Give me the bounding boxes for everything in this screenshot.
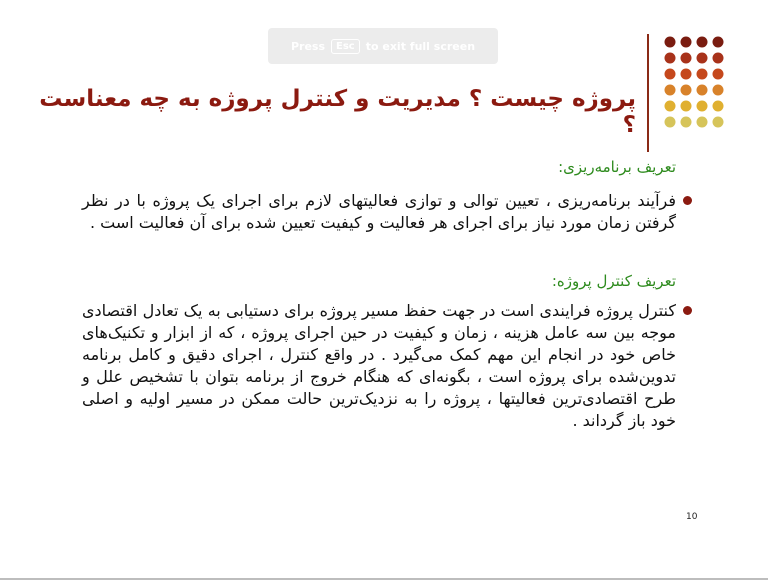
title-divider-line — [647, 34, 649, 152]
bullet-planning — [683, 196, 692, 205]
decorative-dot — [681, 101, 692, 112]
slide-title: پروژه چیست ؟ مدیریت و کنترل پروژه به چه معناست ؟ — [39, 86, 636, 138]
decorative-dot — [681, 53, 692, 64]
decorative-dot — [681, 37, 692, 48]
decorative-dot — [713, 101, 724, 112]
fullscreen-hint — [268, 28, 498, 64]
decorative-dot — [665, 117, 676, 128]
heading-control: تعریف کنترل پروژه: — [551, 272, 676, 290]
decorative-dot — [697, 69, 708, 80]
fullscreen-hint-rest: to exit full screen — [365, 39, 476, 53]
control-paragraph: کنترل پروژه فرایندی است در جهت حفظ مسیر پروژه برای دستیابی به یک تعادل اقتصادی موجه بین سه عامل هزینه ، زمان و کیفیت در حین اجرای پروژه ، که از ابزار و تکنیک‌های خاص خود در انجام این مهم کمک می‌گیرد . در واقع کنترل ، اجرای دقیق و کامل برنامه تدوین‌شده برای پروژه است ، بگونه‌ای که هنگام خروج از برنامه بتوان با تشخیص علل و طرح اقتصادی‌ترین فعالیتها ، پروژه را به نزدیک‌ترین حالت ممکن در مسیر اولیه و اصلی خود باز گرداند . — [82, 301, 676, 430]
decorative-dot — [681, 69, 692, 80]
decorative-dot — [665, 53, 676, 64]
decorative-dot — [697, 85, 708, 96]
decorative-dot — [665, 101, 676, 112]
fullscreen-hint-press: Press — [290, 39, 326, 53]
decorative-dot — [681, 85, 692, 96]
bottom-rule — [0, 578, 768, 580]
page-number: 10 — [686, 512, 698, 522]
decorative-dot — [665, 69, 676, 80]
bullet-control — [683, 306, 692, 315]
decorative-dot — [665, 37, 676, 48]
decorative-dot — [681, 117, 692, 128]
decorative-dot — [713, 85, 724, 96]
planning-paragraph: فرآیند برنامه‌ریزی ، تعیین توالی و توازی فعالیتهای لازم برای اجرای یک پروژه با در نظر گرفتن زمان مورد نیاز برای اجرای هر فعالیت و کیفیت تعیین شده برای آن فعالیت است . — [82, 191, 676, 232]
decorative-dot — [713, 53, 724, 64]
decorative-dot — [697, 117, 708, 128]
decorative-dot — [697, 53, 708, 64]
decorative-dot — [713, 69, 724, 80]
decorative-dot — [665, 85, 676, 96]
decorative-dot-grid — [660, 34, 732, 134]
esc-key-label: Esc — [331, 39, 360, 54]
decorative-dot — [713, 37, 724, 48]
decorative-dot — [697, 37, 708, 48]
decorative-dot — [697, 101, 708, 112]
decorative-dot — [713, 117, 724, 128]
heading-planning: تعریف برنامه‌ریزی: — [558, 158, 676, 176]
